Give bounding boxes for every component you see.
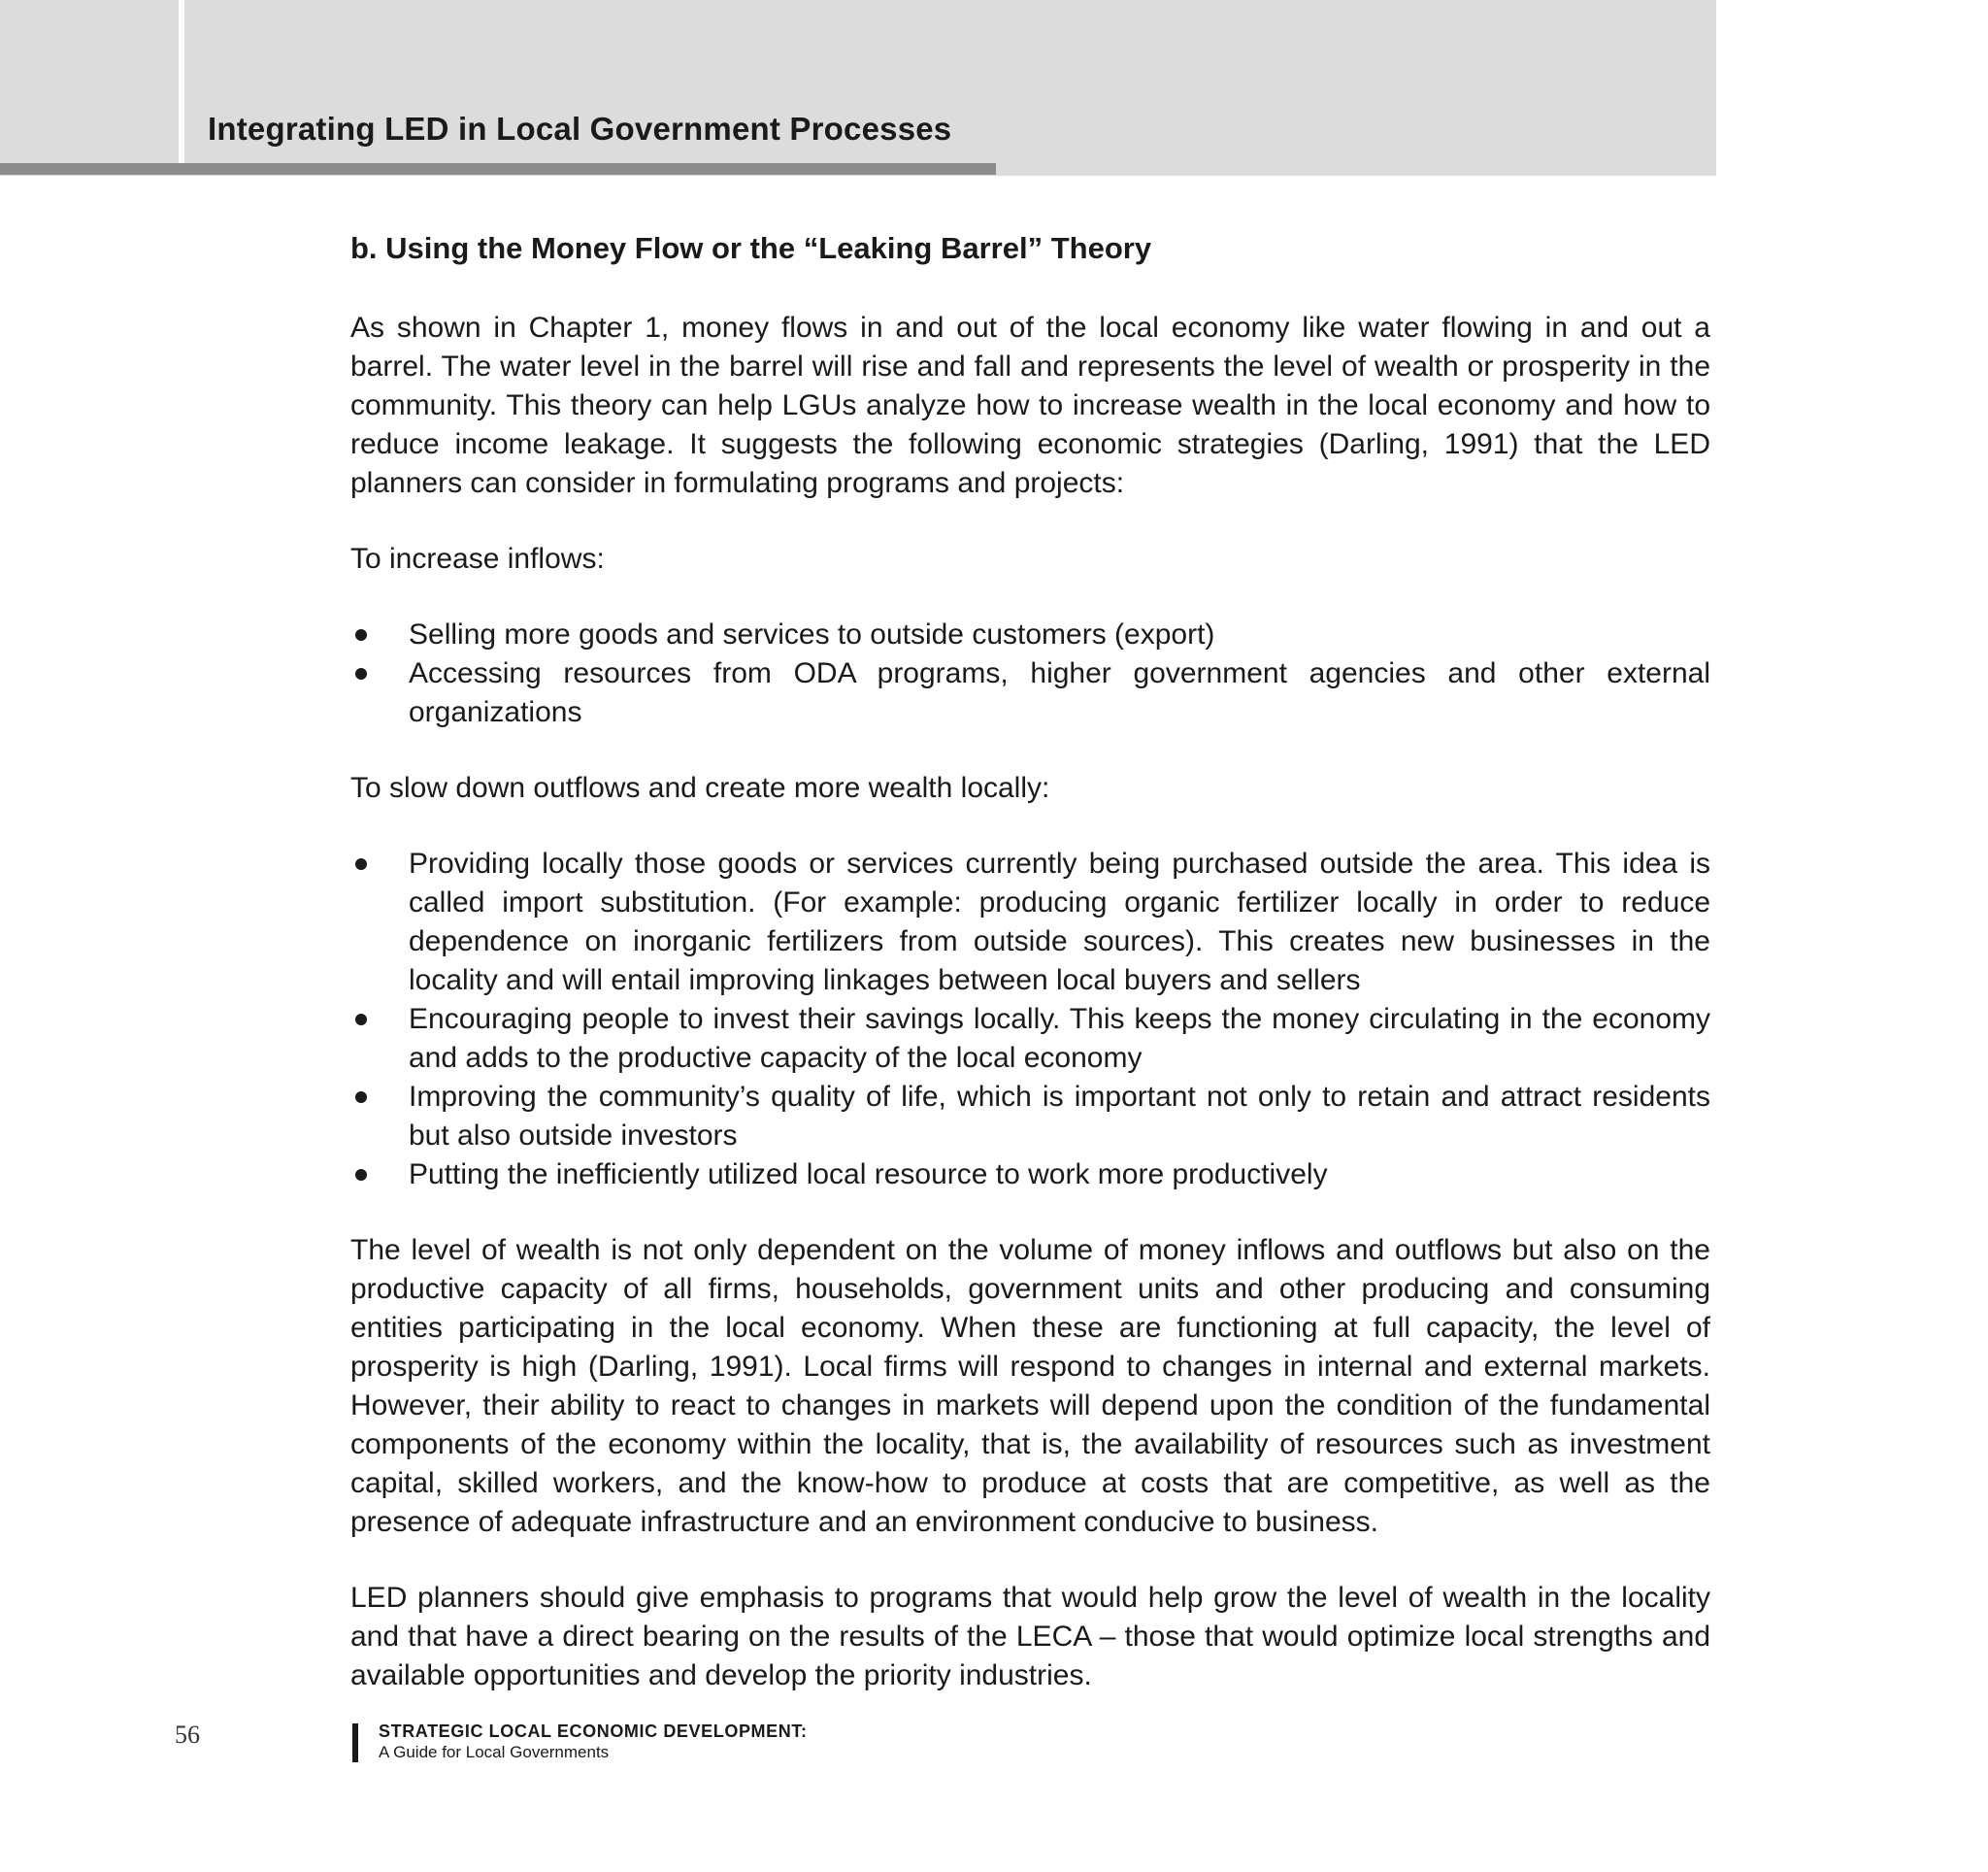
wealth-paragraph: The level of wealth is not only dependent on the volume of money inflows and outflows but also on the productive capacity of all firms, households, government units and other producing and consuming entities participating in the local economy. When these are functioning at full capacity, the level of prosperity is high (Darling, 1991). Local firms will respond to changes in internal and external markets. However, their ability to react to changes in markets will depend upon the condition of the fundamental components of the economy within the locality, that is, the availability of resources such as investment capital, skilled workers, and the know-how to produce at costs that are competitive, as well as the presence of adequate infrastructure and an environment conducive to business.: [350, 1234, 1710, 1538]
outflows-list: [350, 845, 1710, 1194]
footer-bar: [352, 1723, 358, 1762]
list-item-text: Selling more goods and services to outside customers (export): [409, 618, 1215, 651]
list-item-text: Accessing resources from ODA programs, higher government agencies and other external organizations: [409, 657, 1710, 728]
bullet-icon: [355, 858, 367, 870]
bullet-icon: [355, 629, 367, 641]
header-rule: [0, 163, 996, 175]
planners-paragraph: LED planners should give emphasis to programs that would help grow the level of wealth in the locality and that have a direct bearing on the results of the LECA – those that would optimize local strengths and available opportunities and develop the priority industries.: [350, 1582, 1710, 1691]
list-item-text: Encouraging people to invest their savings locally. This keeps the money circulating in the economy and adds to the productive capacity of the local economy: [409, 1003, 1710, 1074]
outflows-label: To slow down outflows and create more wealth locally:: [350, 772, 1050, 804]
list-item-text: Improving the community’s quality of life, which is important not only to retain and attract residents but also outside investors: [409, 1081, 1710, 1152]
list-item: [350, 845, 1710, 1000]
inflows-label: To increase inflows:: [350, 543, 605, 575]
list-item: [350, 1078, 1710, 1155]
bullet-icon: [355, 1091, 367, 1103]
header-divider: [179, 0, 184, 163]
section-heading: b. Using the Money Flow or the “Leaking Barrel” Theory: [350, 231, 1152, 265]
list-item: [350, 1000, 1710, 1078]
running-header-title: Integrating LED in Local Government Processes: [208, 111, 952, 147]
page-number: 56: [175, 1721, 200, 1749]
inflows-list: [350, 616, 1710, 732]
footer-publication-subtitle: A Guide for Local Governments: [379, 1743, 610, 1761]
bullet-icon: [355, 1169, 367, 1181]
list-item: [350, 616, 1710, 654]
list-item: [350, 654, 1710, 732]
footer-publication-title: STRATEGIC LOCAL ECONOMIC DEVELOPMENT:: [379, 1722, 808, 1741]
page-content: [350, 229, 1710, 1695]
list-item: [350, 1155, 1710, 1194]
intro-paragraph: As shown in Chapter 1, money flows in and out of the local economy like water flowing in and out a barrel. The water level in the barrel will rise and fall and represents the level of wealth or prosperity in the community. This theory can help LGUs analyze how to increase wealth in the local economy and how to reduce income leakage. It suggests the following economic strategies (Darling, 1991) that the LED planners can consider in formulating programs and projects:: [350, 312, 1710, 499]
list-item-text: Providing locally those goods or services currently being purchased outside the area. This idea is called import substitution. (For example: producing organic fertilizer locally in order to reduce dependence on inorganic fertilizers from outside sources). This creates new businesses in the locality and will entail improving linkages between local buyers and sellers: [409, 848, 1710, 996]
bullet-icon: [355, 668, 367, 680]
bullet-icon: [355, 1014, 367, 1025]
header-band: [0, 0, 1716, 176]
list-item-text: Putting the inefficiently utilized local resource to work more productively: [409, 1158, 1328, 1190]
